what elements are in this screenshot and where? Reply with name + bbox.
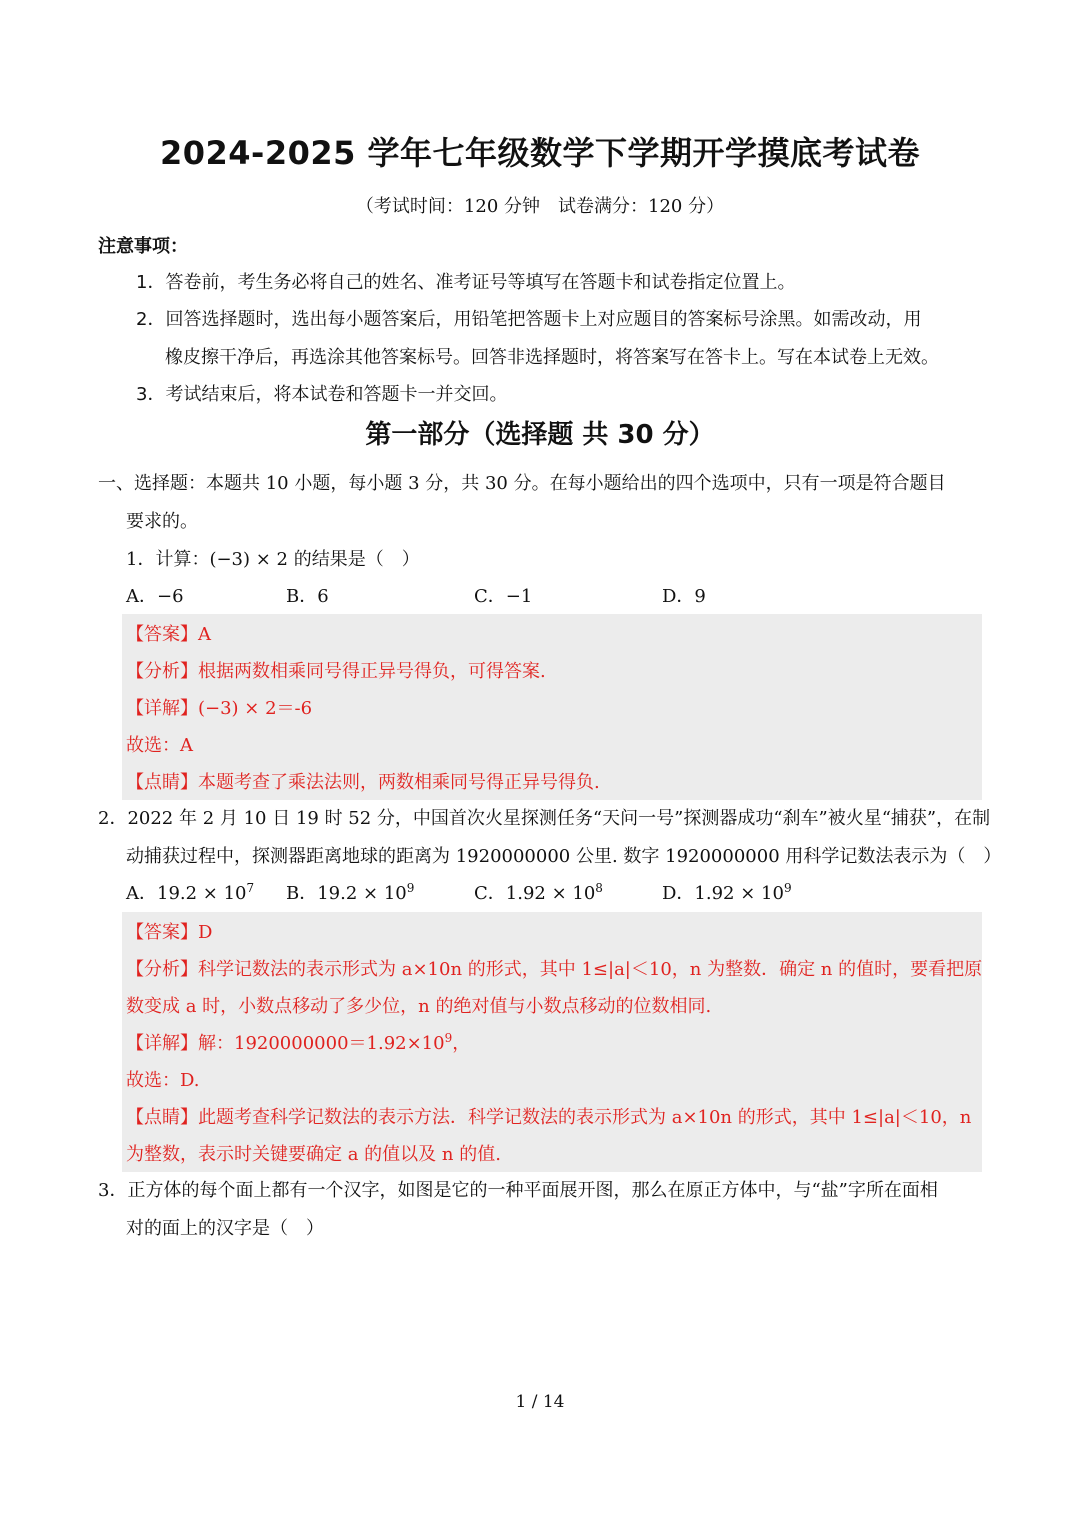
question-1-option-d: D．9 (662, 586, 706, 607)
question-2-option-d: D．$1.92 \times 10^9$ (662, 881, 792, 904)
question-2-comment-line-1: 【点睛】此题考查科学记数法的表示方法．科学记数法的表示形式为 a×10n 的形式，其中 1≤|a|＜10，n (126, 1107, 972, 1128)
question-1-option-a: A．−6 (126, 586, 184, 607)
question-1-analysis: 【分析】根据两数相乘同号得正异号得负，可得答案. (126, 661, 546, 682)
page-number: 1 / 14 (515, 1392, 565, 1412)
question-1-choice: 故选：A (126, 735, 193, 756)
question-2-analysis-line-1: 【分析】科学记数法的表示形式为 a×10n 的形式，其中 1≤|a|＜10，n 为整数．确定 n 的值时，要看把原 (126, 959, 983, 980)
question-1-detail: 【详解】(−3) × 2＝-6 (126, 698, 313, 719)
question-2-analysis-line-2: 数变成 a 时，小数点移动了多少位，n 的绝对值与小数点移动的位数相同. (126, 996, 712, 1017)
question-1-answer: 【答案】A (126, 624, 211, 645)
part-title: 第一部分（选择题 共 30 分） (365, 420, 715, 450)
question-2-answer: 【答案】D (126, 922, 213, 943)
question-2-choice: 故选：D. (126, 1070, 200, 1091)
section-instructions-line-2: 要求的。 (126, 511, 198, 532)
section-instructions-line-1: 一、选择题：本题共 10 小题，每小题 3 分，共 30 分。在每小题给出的四个选项中，只有一项是符合题目 (98, 473, 946, 494)
question-3-stem-line-2: 对的面上的汉字是（ ） (126, 1218, 324, 1239)
question-2-option-b: B．$19.2 \times 10^9$ (286, 881, 415, 904)
question-1-option-b: B．6 (286, 586, 329, 607)
page-title: 2024-2025 学年七年级数学下学期开学摸底考试卷 (159, 134, 921, 172)
question-2-solution-box (122, 912, 982, 1172)
question-1-solution-box (122, 614, 982, 800)
question-1-option-c: C．−1 (474, 586, 533, 607)
question-2-comment-line-2: 为整数，表示时关键要确定 a 的值以及 n 的值. (126, 1144, 501, 1165)
notice-item-2-line-1: 2．回答选择题时，选出每小题答案后，用铅笔把答题卡上对应题目的答案标号涂黑。如需改动，用 (136, 309, 922, 330)
question-2-option-c: C．$1.92 \times 10^8$ (474, 881, 603, 904)
notice-item-3: 3．考试结束后，将本试卷和答题卡一并交回。 (136, 384, 508, 405)
notice-item-2-line-2: 橡皮擦干净后，再选涂其他答案标号。回答非选择题时，将答案写在答卡上。写在本试卷上无效。 (165, 347, 939, 368)
question-1-stem: 1．计算：(−3) × 2 的结果是（ ） (126, 549, 420, 570)
question-2-stem-line-1: 2．2022 年 2 月 10 日 19 时 52 分，中国首次火星探测任务“天问一号”探测器成功“刹车”被火星“捕获”，在制 (98, 808, 991, 829)
exam-info: （考试时间：120 分钟 试卷满分：120 分） (355, 196, 725, 217)
question-3-stem-line-1: 3．正方体的每个面上都有一个汉字，如图是它的一种平面展开图，那么在原正方体中，与“盐”字所在面相 (98, 1180, 938, 1201)
question-1-comment: 【点睛】本题考查了乘法法则，两数相乘同号得正异号得负. (126, 772, 600, 793)
question-2-option-a: A．$19.2 \times 10^7$ (126, 881, 255, 904)
notice-item-1: 1．答卷前，考生务必将自己的姓名、准考证号等填写在答题卡和试卷指定位置上。 (136, 272, 796, 293)
question-2-detail: 【详解】解：$1920000000=1.92\times 10^9$， (126, 1031, 471, 1054)
notice-heading: 注意事项： (98, 236, 188, 257)
question-2-stem-line-2: 动捕获过程中，探测器距离地球的距离为 1920000000 公里. 数字 1920000000 用科学记数法表示为（ ） (126, 846, 1002, 867)
